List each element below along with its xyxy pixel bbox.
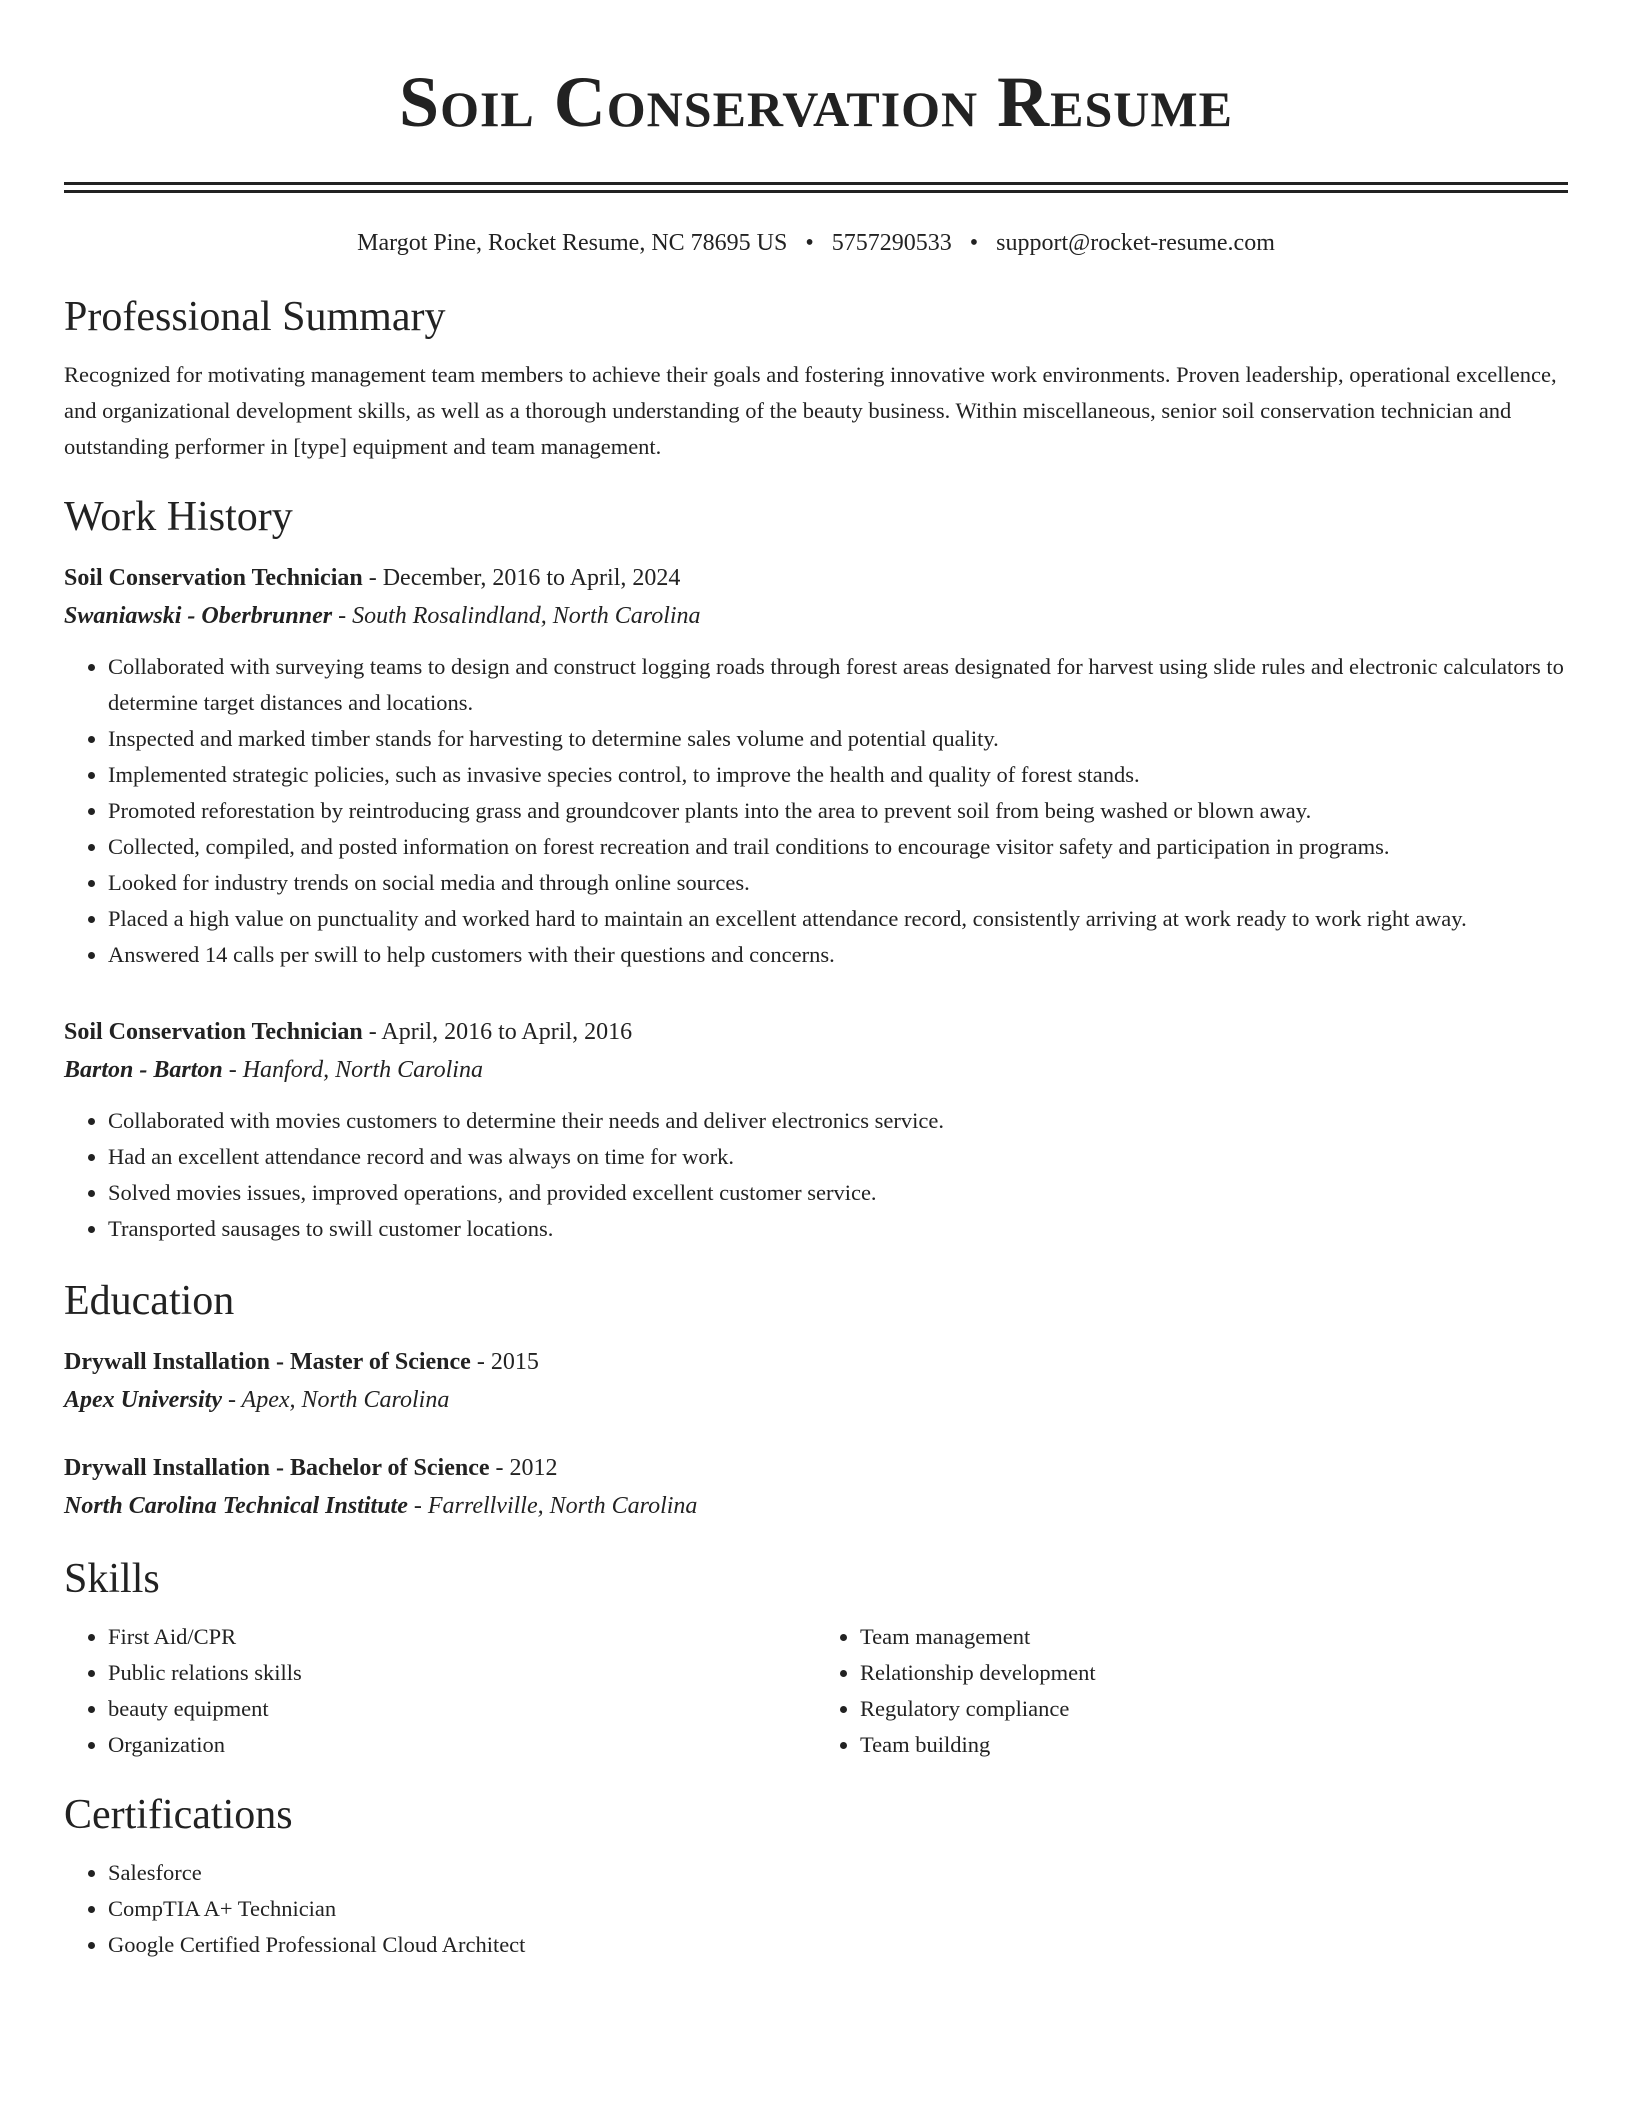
- skills-heading: Skills: [64, 1556, 160, 1602]
- job-company-line: [64, 1051, 1568, 1089]
- contact-email: support@rocket-resume.com: [996, 230, 1275, 256]
- job-title: Soil Conservation Technician: [64, 1019, 363, 1045]
- job-entry: [64, 559, 1568, 973]
- job-bullet: • Looked for industry trends on social media and through online sources.: [108, 865, 1568, 901]
- job-title-line: [64, 559, 1568, 597]
- skills-column-left: [64, 1619, 816, 1763]
- contact-phone: 5757290533: [831, 230, 952, 256]
- education-degree: Drywall Installation - Master of Science: [64, 1349, 471, 1375]
- job-bullet: • Collaborated with movies customers to determine their needs and deliver electronics service.: [108, 1103, 1568, 1139]
- summary-heading: Professional Summary: [64, 294, 446, 340]
- contact-separator: •: [805, 230, 814, 256]
- contact-separator: •: [969, 230, 979, 256]
- contact-line: [64, 227, 1568, 259]
- education-school-line: [64, 1487, 1568, 1525]
- education-school: North Carolina Technical Institute: [64, 1493, 408, 1519]
- skill-item: • beauty equipment: [108, 1691, 816, 1727]
- job-title-line: [64, 1013, 1568, 1051]
- education-degree: Drywall Installation - Bachelor of Science: [64, 1455, 490, 1481]
- job-bullets: [64, 1103, 1568, 1247]
- certifications-list: [64, 1855, 1568, 1963]
- job-title: Soil Conservation Technician: [64, 565, 363, 591]
- education-year: - 2012: [489, 1455, 558, 1481]
- skills-grid: [64, 1619, 1568, 1763]
- summary-text: Recognized for motivating management team members to achieve their goals and fostering innovative work environments. Proven leadership, operational excellence, and organizational development skills, as well as a thorough understanding of the beauty business. Within miscellaneous, senior soil conservation technician and outstanding performer in [type] equipment and team management.: [64, 362, 1557, 459]
- education-location: - Farrellville, North Carolina: [407, 1493, 698, 1519]
- education-degree-line: [64, 1343, 1568, 1381]
- job-bullet: • Transported sausages to swill customer locations.: [108, 1211, 1568, 1247]
- job-company-line: [64, 597, 1568, 635]
- job-bullet: • Answered 14 calls per swill to help customers with their questions and concerns.: [108, 937, 1568, 973]
- job-dates: - December, 2016 to April, 2024: [362, 565, 681, 591]
- job-entry: [64, 1013, 1568, 1247]
- education-school: Apex University: [64, 1387, 222, 1413]
- resume-title: Soil Conservation Resume: [399, 62, 1233, 142]
- job-bullet: • Promoted reforestation by reintroducing grass and groundcover plants into the area to prevent soil from being washed or blown away.: [108, 793, 1568, 829]
- job-bullet: • Implemented strategic policies, such as invasive species control, to improve the health and quality of forest stands.: [108, 757, 1568, 793]
- skill-item: • Public relations skills: [108, 1655, 816, 1691]
- contact-address: Margot Pine, Rocket Resume, NC 78695 US: [357, 230, 788, 256]
- job-bullet: • Collected, compiled, and posted information on forest recreation and trail conditions to encourage visitor safety and participation in programs.: [108, 829, 1568, 865]
- job-company: Barton - Barton: [64, 1057, 223, 1083]
- education-entry: [64, 1343, 1568, 1419]
- skill-item: • Team building: [860, 1727, 1568, 1763]
- certification-item: • Salesforce: [108, 1855, 1568, 1891]
- certifications-heading: Certifications: [64, 1792, 293, 1838]
- skill-item: • First Aid/CPR: [108, 1619, 816, 1655]
- certification-item: • Google Certified Professional Cloud Architect: [108, 1927, 1568, 1963]
- education-heading: Education: [64, 1278, 235, 1324]
- job-bullet: • Placed a high value on punctuality and worked hard to maintain an excellent attendance record, consistently arriving at work ready to work right away.: [108, 901, 1568, 937]
- job-dates: - April, 2016 to April, 2016: [362, 1019, 633, 1045]
- education-year: - 2015: [470, 1349, 539, 1375]
- job-bullet: • Had an excellent attendance record and was always on time for work.: [108, 1139, 1568, 1175]
- skill-item: • Team management: [860, 1619, 1568, 1655]
- job-bullet: • Inspected and marked timber stands for harvesting to determine sales volume and potential quality.: [108, 721, 1568, 757]
- job-location: - Hanford, North Carolina: [222, 1057, 483, 1083]
- education-degree-line: [64, 1449, 1568, 1487]
- skill-item: • Regulatory compliance: [860, 1691, 1568, 1727]
- certification-item: • CompTIA A+ Technician: [108, 1891, 1568, 1927]
- job-bullets: [64, 649, 1568, 973]
- education-location: - Apex, North Carolina: [221, 1387, 450, 1413]
- job-bullet: • Solved movies issues, improved operations, and provided excellent customer service.: [108, 1175, 1568, 1211]
- job-company: Swaniawski - Oberbrunner: [64, 603, 333, 629]
- title-double-rule: [64, 182, 1568, 193]
- job-bullet: • Collaborated with surveying teams to design and construct logging roads through forest areas designated for harvest using slide rules and electronic calculators to determine target distances and locations.: [108, 649, 1568, 721]
- skill-item: • Organization: [108, 1727, 816, 1763]
- work-history-heading: Work History: [64, 494, 293, 540]
- job-location: - South Rosalindland, North Carolina: [332, 603, 701, 629]
- education-school-line: [64, 1381, 1568, 1419]
- skill-item: • Relationship development: [860, 1655, 1568, 1691]
- skills-column-right: [816, 1619, 1568, 1763]
- education-entry: [64, 1449, 1568, 1525]
